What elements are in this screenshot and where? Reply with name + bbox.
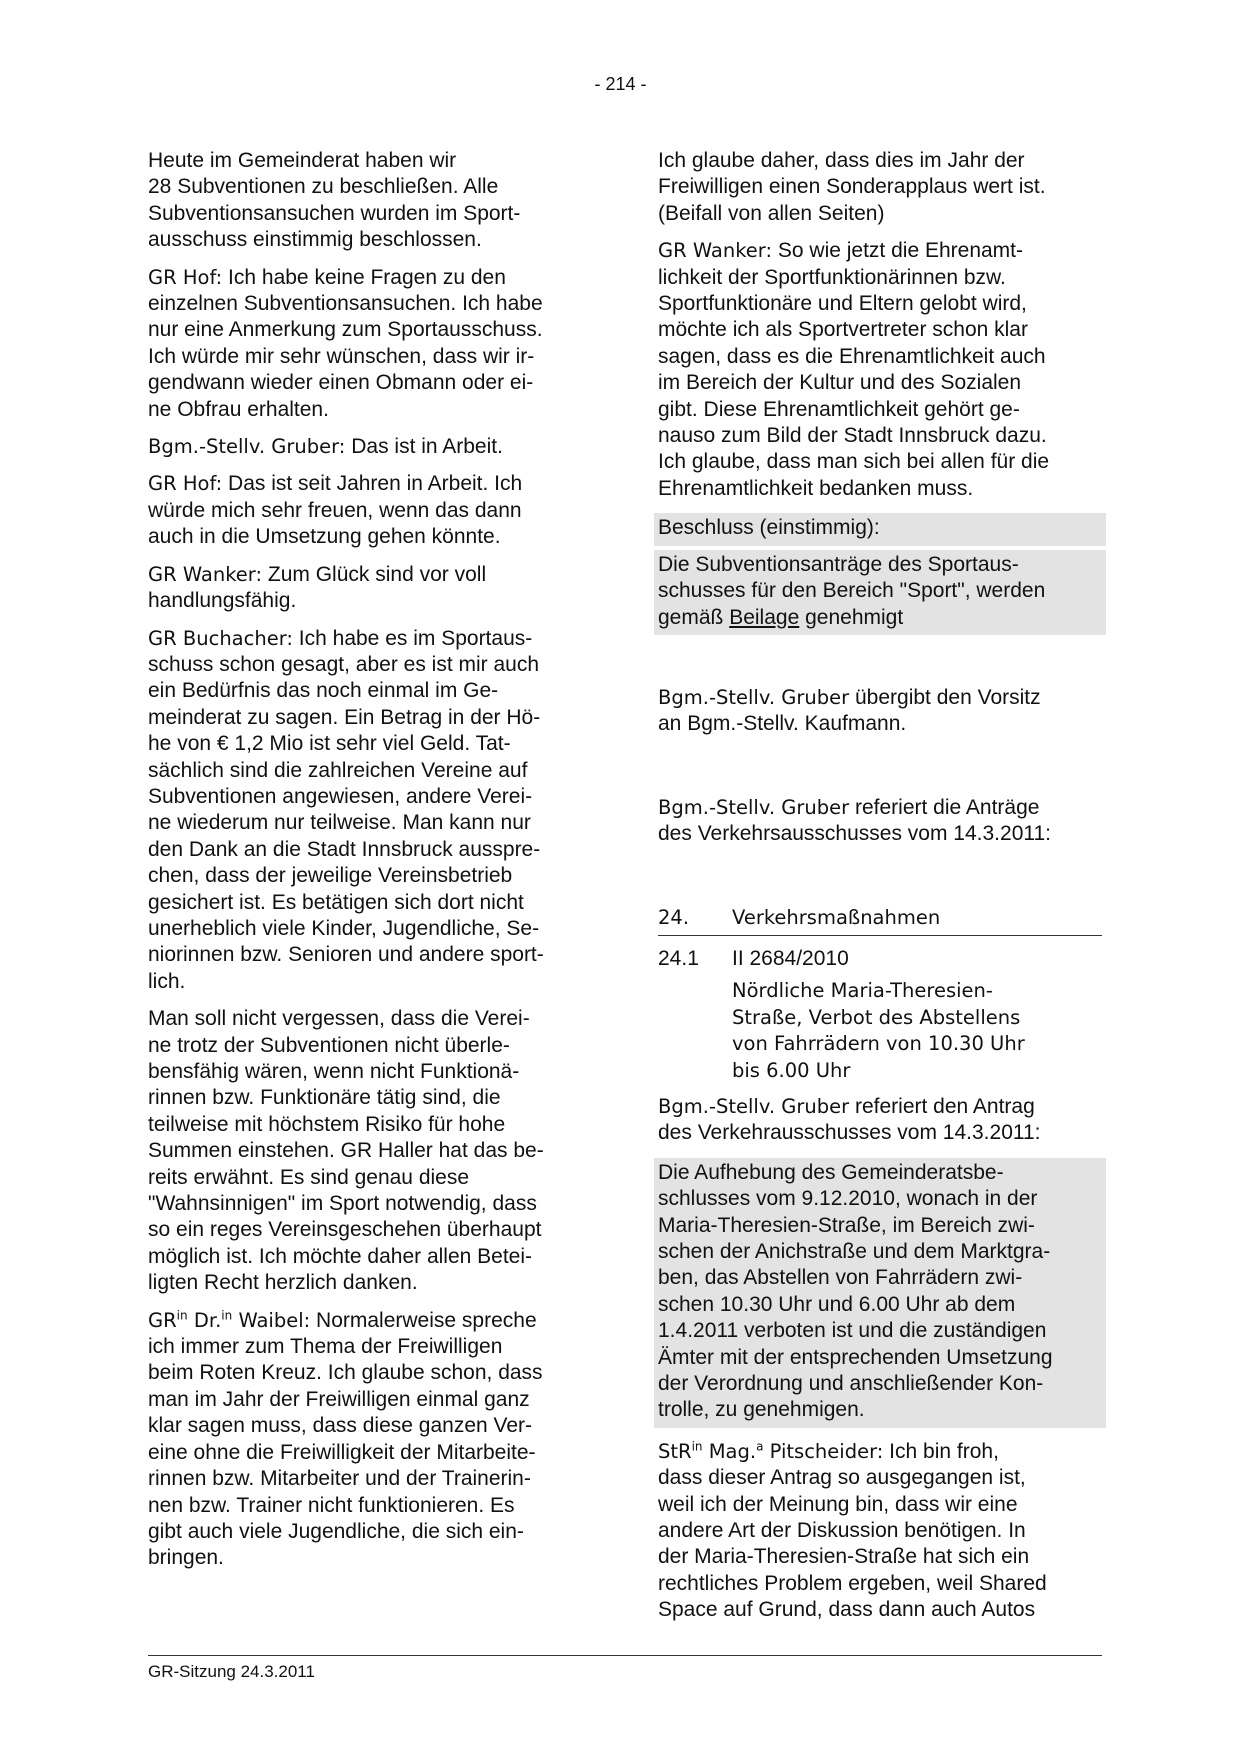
page-number: - 214 - — [594, 74, 647, 94]
speaker-title-suffix: in — [691, 1439, 703, 1454]
agenda-subitem-heading — [658, 946, 1102, 972]
motion-box: Die Aufhebung des Gemeinderatsbe- schlusses vom 9.12.2010, wonach in der Maria-Theresien-Straße, im Bereich zwi- schen der Anichstraße und dem Marktgra- ben, das Abstellen von Fahrrädern zwi- schen 10.30 Uhr und 6.00 Uhr ab dem 1.4.2011 verboten ist und die zuständigen Ämter mit der entsprechenden Umsetzung der Verordnung und anschließender Kon- trolle, zu genehmigen. — [654, 1158, 1106, 1428]
speech-text: Ich habe keine Fragen zu den einzelnen Subventionsansuchen. Ich habe nur eine Anmerkung zum Sportausschuss. Ich würde mir sehr wünschen, dass wir ir- gendwann wieder einen Obmann oder ei- ne Obfrau erhalten. — [148, 265, 543, 421]
speech-text: Ich habe es im Sportaus- schuss schon gesagt, aber es ist mir auch ein Bedürfnis das noch einmal im Ge- meinderat zu sagen. Ein Betrag in der Hö- he von € 1,2 Mio ist sehr viel Geld. Tat- sächlich sind die zahlreichen Vereine auf Subventionen angewiesen, andere Verei- ne wiederum nur teilweise. Man kann nur den Dank an die Stadt Innsbruck ausspre- chen, dass der jeweilige Vereinsbetrieb gesichert ist. Es betätigen sich dort nicht unerheblich viele Kinder, Jugendliche, Se- niorinnen bzw. Senioren und andere sport- lich. — [148, 626, 544, 993]
speech-waibel — [148, 1308, 588, 1572]
speaker-name: GR Buchacher: — [148, 626, 293, 650]
paragraph-text: Heute im Gemeinderat haben wir 28 Subventionen zu beschließen. Alle Subventionsansuchen wurden im Sport- ausschuss einstimmig beschlossen. — [148, 149, 521, 252]
speaker-title: StR — [658, 1439, 692, 1463]
speaker-name — [148, 1309, 310, 1332]
right-column — [658, 148, 1102, 1635]
speech-text: Das ist in Arbeit. — [351, 435, 503, 459]
speaker-surname: Waibel: — [238, 1308, 311, 1332]
paragraph — [148, 1006, 588, 1296]
attachment-link[interactable]: Beilage — [729, 605, 800, 629]
speaker-title-suffix: in — [176, 1308, 188, 1323]
speaker-surname: Pitscheider: — [769, 1439, 884, 1463]
resolution-text: Die Subventionsanträge des Sportaus- schusses für den Bereich "Sport", werden gemäß — [658, 552, 1046, 629]
speech-pitscheider — [658, 1439, 1102, 1624]
resolution-box — [654, 550, 1106, 635]
agenda-subitem-number: 24.1 — [658, 946, 699, 970]
footer-text: GR-Sitzung 24.3.2011 — [148, 1662, 315, 1681]
speech-hof-2 — [148, 471, 588, 550]
speech-text: Ich bin froh, dass dieser Antrag so ausgegangen ist, weil ich der Meinung bin, dass wir eine andere Art der Diskussion benötigen. In der Maria-Theresien-Straße hat sich ein rechtliches Problem ergeben, weil Shared Space auf Grund, dass dann auch Autos — [658, 1439, 1047, 1622]
footer-divider — [148, 1655, 1102, 1656]
speech-gruber-1 — [148, 434, 588, 460]
agenda-item-heading — [658, 905, 1102, 936]
speaker-degree: Dr. — [193, 1308, 222, 1332]
resolution-text-end: genehmigt — [799, 605, 904, 629]
speaker-name: Bgm.-Stellv. Gruber: — [148, 435, 346, 459]
statement-text: übergibt den Vorsitz an Bgm.-Stellv. Kaufmann. — [658, 685, 1041, 736]
speaker-name: GR Hof: — [148, 265, 223, 289]
speaker-name — [658, 1440, 883, 1463]
handover-statement — [658, 685, 1102, 738]
paragraph — [148, 148, 588, 254]
speech-hof-1 — [148, 265, 588, 423]
agenda-item-number: 24. — [658, 905, 690, 929]
request-statement — [658, 1094, 1102, 1147]
speaker-name: GR Wanker: — [148, 562, 263, 586]
agenda-subitem-title: Nördliche Maria-Theresien- Straße, Verbot des Abstellens von Fahrrädern von 10.30 Uhr bis 6.00 Uhr — [732, 979, 1025, 1082]
speaker-degree: Mag. — [708, 1439, 757, 1463]
agenda-item-title: Verkehrsmaßnahmen — [732, 905, 941, 929]
speaker-name: GR Hof: — [148, 472, 223, 496]
agenda-subitem-reference: II 2684/2010 — [732, 946, 849, 970]
left-column — [148, 148, 588, 1583]
speaker-name: Bgm.-Stellv. Gruber — [658, 1094, 850, 1118]
statement-text: referiert die Anträge des Verkehrsausschusses vom 14.3.2011: — [658, 795, 1052, 846]
speech-text: Normalerweise spreche ich immer zum Thema der Freiwilligen beim Roten Kreuz. Ich glaube schon, dass man im Jahr der Freiwilligen einmal ganz klar sagen muss, dass diese ganzen Ver- eine ohne die Freiwilligkeit der Mitarbeite- rinnen bzw. Mitarbeiter und der Trainerin- nen bzw. Trainer nicht funktionieren. Es gibt auch viele Jugendliche, die sich ein- bringen. — [148, 1308, 543, 1570]
speaker-name: GR Wanker: — [658, 239, 773, 263]
speech-wanker-1 — [148, 562, 588, 615]
speech-text: Zum Glück sind vor voll handlungsfähig. — [148, 562, 487, 613]
statement-text: referiert den Antrag des Verkehrausschusses vom 14.3.2011: — [658, 1094, 1041, 1145]
speaker-degree-suffix: in — [221, 1308, 233, 1323]
speech-text: So wie jetzt die Ehrenamt- lichkeit der Sportfunktionärinnen bzw. Sportfunktionäre und Eltern gelobt wird, möchte ich als Sportvertreter schon klar sagen, dass es die Ehrenamtlichkeit auch im Bereich der Kultur und des Sozialen gibt. Diese Ehrenamtlichkeit gehört ge- nauso zum Bild der Stadt Innsbruck dazu. Ich glaube, dass man sich bei allen für die Ehrenamtlichkeit bedanken muss. — [658, 239, 1050, 500]
paragraph-text: Man soll nicht vergessen, dass die Verei- ne trotz der Subventionen nicht überle- bensfähig wären, wenn nicht Funktionä- rinnen bzw. Funktionäre tätig sind, die teilweise mit höchstem Risiko für hohe Summen einstehen. GR Haller hat das be- reits erwähnt. Es sind genau diese "Wahnsinnigen" im Sport notwendig, dass so ein reges Vereinsgeschehen überhaupt möglich ist. Ich möchte daher allen Betei- ligten Recht herzlich danken. — [148, 1007, 544, 1295]
resolution-heading: Beschluss (einstimmig): — [654, 513, 1106, 545]
paragraph: Ich glaube daher, dass dies im Jahr der Freiwilligen einen Sonderapplaus wert ist. (Beifall von allen Seiten) — [658, 149, 1046, 225]
speaker-name: Bgm.-Stellv. Gruber — [658, 795, 850, 819]
speaker-title: GR — [148, 1308, 177, 1332]
speech-wanker-2 — [658, 238, 1102, 502]
speech-text: Das ist seit Jahren in Arbeit. Ich würde mich sehr freuen, wenn das dann auch in die Umsetzung gehen könnte. — [148, 472, 523, 549]
report-statement — [658, 795, 1102, 848]
speaker-name: Bgm.-Stellv. Gruber — [658, 685, 850, 709]
speech-buchacher — [148, 626, 588, 996]
speaker-degree-suffix: a — [756, 1439, 764, 1454]
